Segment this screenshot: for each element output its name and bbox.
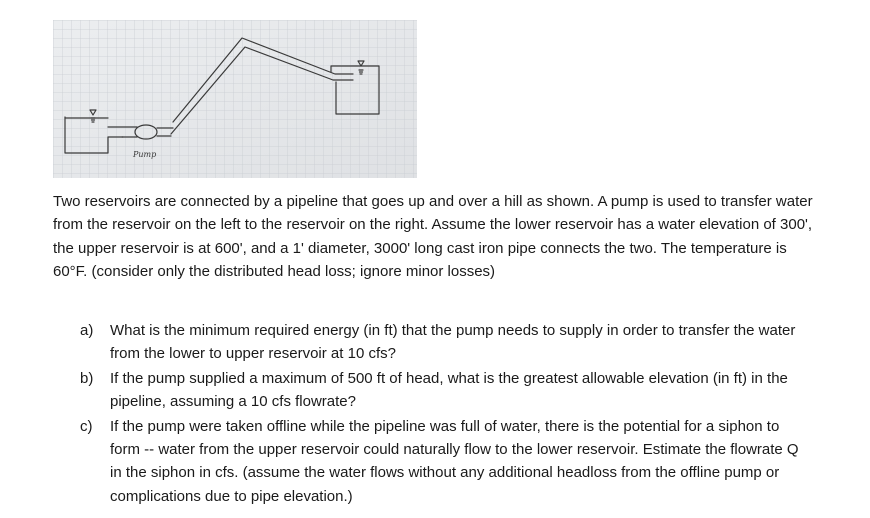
problem-statement: Two reservoirs are connected by a pipeline that goes up and over a hill as shown. A pump is used to transfer water from the reservoir on the left to the reservoir on the right. Assume the lower reservoir has a water elevation of 300', the upper reservoir is at 600', and a 1' diameter, 3000' long cast iron pipe connects the two. The temperature is 60°F. (consider only the distributed head loss; ignore minor losses): [53, 193, 813, 281]
pipeline-sketch: [53, 20, 417, 178]
pump-label: Pump: [133, 150, 157, 159]
question-text: What is the minimum required energy (in ft) that the pump needs to supply in order to transfer the water from the lower to upper reservoir at 10 cfs?: [110, 322, 796, 363]
question-text: If the pump were taken offline while the pipeline was full of water, there is the potential for a siphon to form -- water from the upper reservoir could naturally flow to the lower reservoir. Estimate the flowrate Q in the siphon in cfs. (assume the water flows without any additional headloss from the offline pump or complications due to pipe elevation.): [110, 417, 799, 505]
question-marker: c): [80, 417, 93, 435]
question-text: If the pump supplied a maximum of 500 ft of head, what is the greatest allowable elevation (in ft) in the pipeline, assuming a 10 cfs flowrate?: [110, 369, 788, 411]
question-list: [80, 319, 800, 509]
question-marker: b): [80, 369, 94, 387]
problem-figure: [53, 20, 417, 178]
question-marker: a): [80, 322, 94, 339]
question-item: [80, 319, 800, 366]
question-item: [80, 367, 800, 414]
question-item: [80, 415, 800, 509]
